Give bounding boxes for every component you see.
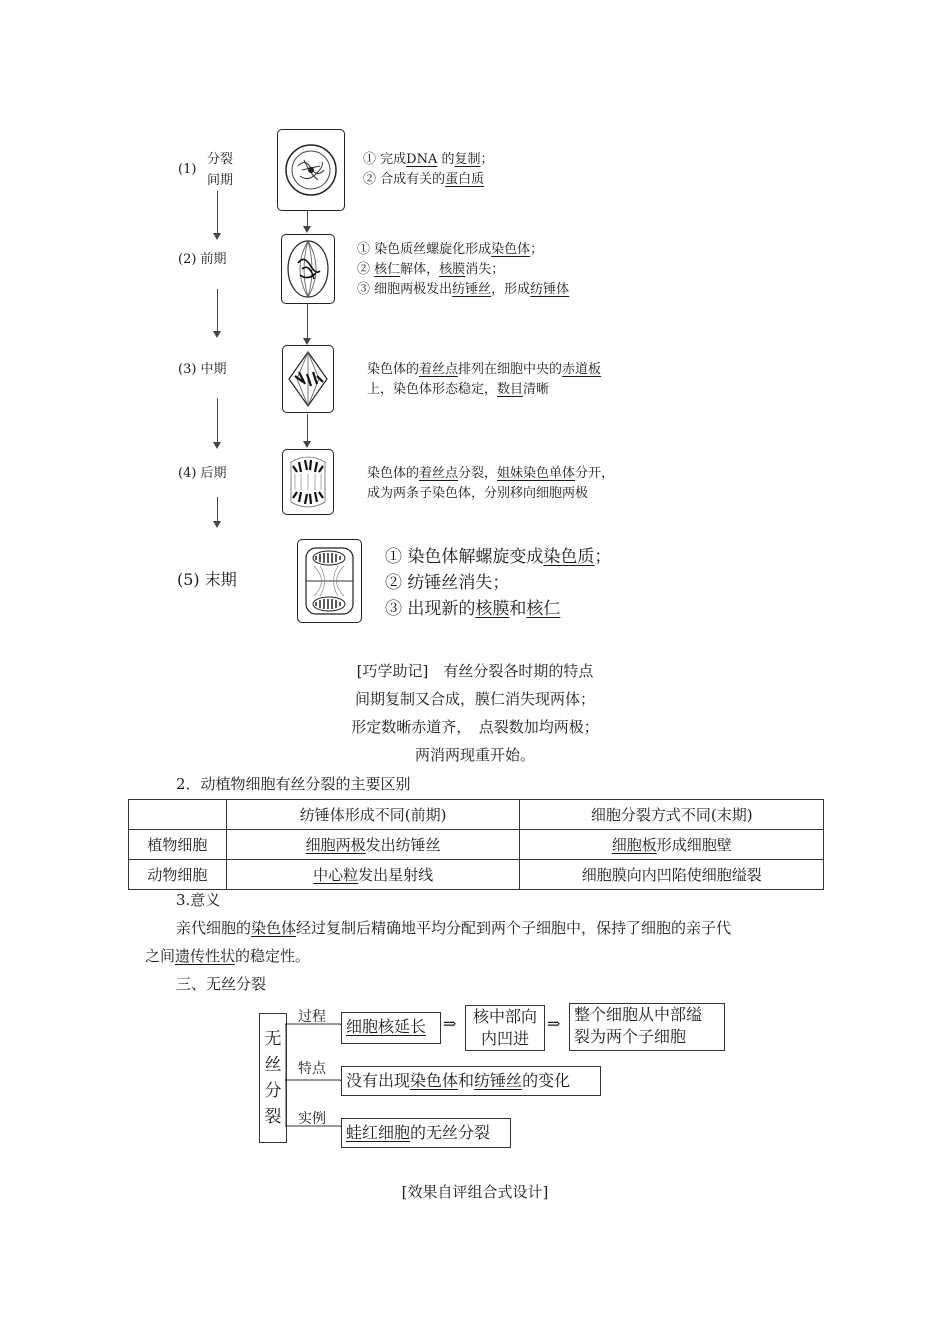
mnemonic-line: 间期复制又合成，膜仁消失现两体； xyxy=(354,690,595,708)
stage1-number: (1) xyxy=(178,162,197,177)
feature-box: 没有出现染色体和纺锤丝的变化 xyxy=(341,1066,601,1096)
table-row-plant xyxy=(129,830,824,860)
prophase-cell-icon xyxy=(282,235,334,303)
root-char: 丝 xyxy=(264,1055,282,1075)
metaphase-cell-image xyxy=(282,345,334,413)
table-header-row xyxy=(129,800,824,830)
stage1-desc xyxy=(363,150,494,190)
stage5-label: (5) 末期 xyxy=(177,570,237,589)
stage3-line2: 上，染色体形态稳定，数目清晰 xyxy=(367,382,550,397)
example-box: 蛙红细胞的无丝分裂 xyxy=(341,1118,511,1148)
down-arrow-icon xyxy=(213,442,221,449)
down-arrow-icon xyxy=(213,233,221,240)
stage2-desc xyxy=(357,240,569,300)
table-header-cell: 细胞分裂方式不同(末期) xyxy=(520,800,824,830)
stage5-line2: ② 纺锤丝消失； xyxy=(385,573,510,593)
telophase-cell-icon xyxy=(298,540,361,622)
significance-line2: 之间遗传性状的稳定性。 xyxy=(145,947,311,965)
root-char: 分 xyxy=(264,1081,282,1101)
stage5-desc xyxy=(385,544,611,622)
stage4-line1: 染色体的着丝点分裂，姐妹染色单体分开， xyxy=(367,466,615,481)
table-cell: 细胞两极发出纺锤丝 xyxy=(226,830,520,860)
table-header-cell: 纺锤体形成不同(前期) xyxy=(226,800,520,830)
stage5-line1: ① 染色体解螺旋变成染色质； xyxy=(385,547,612,567)
stage1-label-b: 间期 xyxy=(207,173,234,188)
flow-line xyxy=(217,191,218,235)
section3-heading: 3.意义 xyxy=(176,891,221,909)
down-arrow-icon xyxy=(303,226,311,233)
stage1-label-a: 分裂 xyxy=(207,152,234,167)
comparison-table xyxy=(128,799,824,890)
mnemonic-title: [巧学助记] 有丝分裂各时期的特点 xyxy=(356,662,594,680)
stage3-line1: 染色体的着丝点排列在细胞中央的赤道板 xyxy=(367,362,602,377)
mnemonic-line: 形定数晰赤道齐， 点裂数加均两极； xyxy=(351,718,599,736)
stage3-label: (3) 中期 xyxy=(178,362,227,377)
flow-line xyxy=(307,414,308,442)
flow-line xyxy=(217,398,218,444)
stage2-line1: ① 染色质丝螺旋化形成染色体； xyxy=(357,242,544,257)
down-arrow-icon xyxy=(303,338,311,345)
significance-line1: 亲代细胞的染色体经过复制后精确地平均分配到两个子细胞中，保持了细胞的亲子代 xyxy=(176,919,732,937)
down-arrow-icon xyxy=(213,521,221,528)
stage4-desc xyxy=(367,464,614,504)
stage4-line2: 成为两条子染色体，分别移向细胞两极 xyxy=(367,486,589,501)
branch-label-feature: 特点 xyxy=(298,1061,326,1077)
stage3-desc xyxy=(367,360,601,400)
telophase-cell-image xyxy=(297,539,362,623)
stage5-line3: ③ 出现新的核膜和核仁 xyxy=(385,599,561,619)
section-footer-title: [效果自评组合式设计] xyxy=(401,1183,549,1201)
branch-label-process: 过程 xyxy=(298,1009,326,1025)
prophase-cell-image xyxy=(281,234,335,304)
flow-line xyxy=(307,304,308,340)
interphase-cell-icon xyxy=(278,130,344,210)
metaphase-cell-icon xyxy=(283,346,333,412)
table-row-animal xyxy=(129,860,824,890)
branch-label-example: 实例 xyxy=(298,1111,326,1127)
flow-line xyxy=(217,289,218,333)
table-cell: 细胞板形成细胞壁 xyxy=(520,830,824,860)
root-char: 无 xyxy=(264,1029,282,1049)
stage1-line1: ① 完成DNA 的复制； xyxy=(363,152,494,167)
implies-arrow-icon: ⇒ xyxy=(547,1014,561,1033)
section2-heading: 2．动植物细胞有丝分裂的主要区别 xyxy=(176,775,411,793)
flow-line xyxy=(217,497,218,523)
stage4-label: (4) 后期 xyxy=(178,466,227,481)
anaphase-cell-image xyxy=(282,449,334,515)
stage2-label: (2) 前期 xyxy=(178,252,227,267)
table-header-cell xyxy=(129,800,227,830)
stage2-line2: ② 核仁解体，核膜消失； xyxy=(357,262,505,277)
implies-arrow-icon: ⇒ xyxy=(443,1014,457,1033)
mnemonic-line: 两消两现重开始。 xyxy=(414,746,535,764)
table-cell: 动物细胞 xyxy=(129,860,227,890)
table-cell: 细胞膜向内凹陷使细胞缢裂 xyxy=(520,860,824,890)
process-box-2: 核中部向 内凹进 xyxy=(465,1005,545,1051)
anaphase-cell-icon xyxy=(283,450,333,514)
stage1-line2: ② 合成有关的蛋白质 xyxy=(363,172,485,187)
table-cell: 植物细胞 xyxy=(129,830,227,860)
amitosis-heading: 三、无丝分裂 xyxy=(176,975,267,993)
down-arrow-icon xyxy=(303,441,311,448)
interphase-cell-image xyxy=(277,129,345,211)
down-arrow-icon xyxy=(213,331,221,338)
table-cell: 中心粒发出星射线 xyxy=(226,860,520,890)
amitosis-root-box xyxy=(259,1013,287,1143)
stage2-line3: ③ 细胞两极发出纺锤丝，形成纺锤体 xyxy=(357,282,570,297)
root-char: 裂 xyxy=(264,1107,282,1127)
process-box-1: 细胞核延长 xyxy=(341,1012,441,1044)
process-box-3: 整个细胞从中部缢 裂为两个子细胞 xyxy=(569,1003,725,1051)
